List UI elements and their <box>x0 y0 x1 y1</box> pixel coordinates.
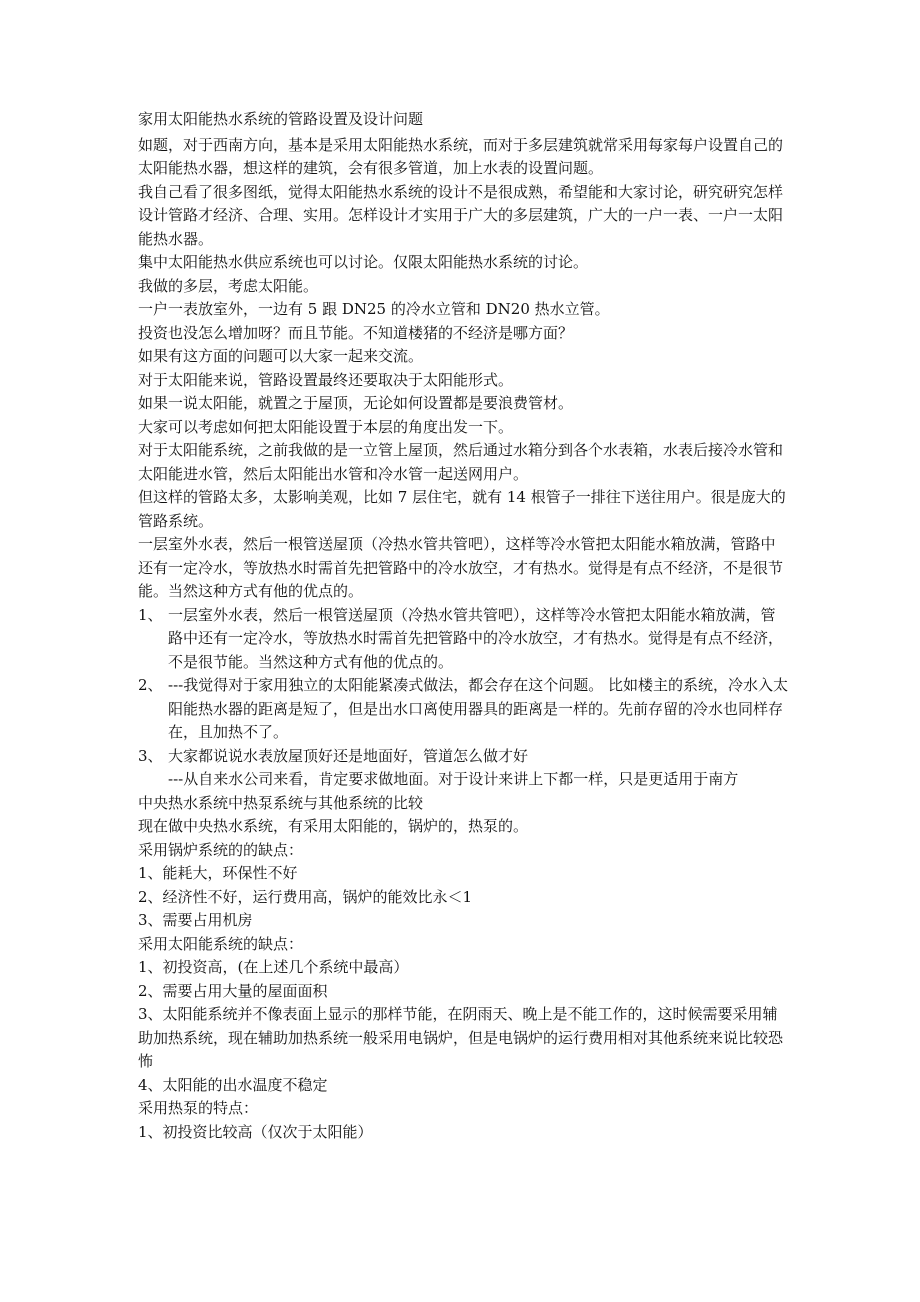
subheading: 采用锅炉系统的的缺点： <box>138 840 304 859</box>
paragraph: 大家可以考虑如何把太阳能设置于本层的角度出发一下。 <box>138 417 514 436</box>
section-heading: 中央热水系统中热泵系统与其他系统的比较 <box>138 793 424 812</box>
paragraph: 我自己看了很多图纸，觉得太阳能热水系统的设计不是很成熟，希望能和大家讨论，研究研究怎样设计管路才经济、合理、实用。怎样设计才实用于广大的多层建筑，广大的一户一表、一户一太阳能热水器。 <box>138 182 784 248</box>
list-number: 2、 <box>138 676 163 694</box>
list-text: 一层室外水表，然后一根管送屋顶（冷热水管共管吧），这样等冷水管把太阳能水箱放满，管路中还有一定冷水，等放热水时需首先把管路中的冷水放空，才有热水。觉得是有点不经济，不是很节能。当然这种方式有他的优点的。 <box>168 605 784 671</box>
list-item: 2、需要占用大量的屋面面积 <box>138 981 328 1000</box>
comparison-section <box>138 792 788 1145</box>
numbered-list <box>138 604 788 792</box>
list-number: 3、 <box>138 746 163 765</box>
paragraph: 如果有这方面的问题可以大家一起来交流。 <box>138 347 424 365</box>
paragraph: 一层室外水表，然后一根管送屋顶（冷热水管共管吧），这样等冷水管把太阳能水箱放满，管路中还有一定冷水，等放热水时需首先把管路中的冷水放空，才有热水。觉得是有点不经济，不是很节能。当然这种方式有他的优点的。 <box>138 535 784 600</box>
list-item <box>138 674 788 745</box>
document-body <box>138 108 788 1144</box>
list-item: 4、太阳能的出水温度不稳定 <box>138 1075 328 1094</box>
paragraph: 如题，对于西南方向，基本是采用太阳能热水系统，而对于多层建筑就常采用每家每户设置自己的太阳能热水器，想这样的建筑，会有很多管道，加上水表的设置问题。 <box>138 135 784 177</box>
list-item: 3、需要占用机房 <box>138 911 253 929</box>
paragraph: 一户一表放室外，一边有 5 跟 DN25 的冷水立管和 DN20 热水立管。 <box>138 300 610 318</box>
list-text: ---我觉得对于家用独立的太阳能紧凑式做法，都会存在这个问题。 比如楼主的系统，冷水入太阳能热水器的距离是短了，但是出水口离使用器具的距离是一样的。先前存留的冷水也同样存在，且加热不了。 <box>168 676 788 741</box>
paragraph: 集中太阳能热水供应系统也可以讨论。仅限太阳能热水系统的讨论。 <box>138 253 589 271</box>
reply-line: ---从自来水公司来看，肯定要求做地面。对于设计来讲上下都一样，只是更适用于南方 <box>168 770 739 788</box>
list-item: 1、能耗大，环保性不好 <box>138 864 298 882</box>
paragraph: 现在做中央热水系统，有采用太阳能的，锅炉的，热泵的。 <box>138 817 529 835</box>
intro-paragraphs <box>138 134 788 604</box>
list-item: 1、初投资高，(在上述几个系统中最高） <box>138 958 409 976</box>
paragraph: 投资也没怎么增加呀？而且节能。不知道楼猪的不经济是哪方面？ <box>138 323 574 342</box>
list-item: 3、太阳能系统并不像表面上显示的那样节能，在阴雨天、晚上是不能工作的，这时候需要采用辅助加热系统，现在辅助加热系统一般采用电锅炉，但是电锅炉的运行费用相对其他系统来说比较恐怖 <box>138 1005 784 1070</box>
paragraph: 对于太阳能系统，之前我做的是一立管上屋顶，然后通过水箱分到各个水表箱，水表后接冷水管和太阳能进水管，然后太阳能出水管和冷水管一起送网用户。 <box>138 441 784 483</box>
list-text: 大家都说说水表放屋顶好还是地面好，管道怎么做才好 <box>168 746 529 765</box>
paragraph: 如果一说太阳能，就置之于屋顶，无论如何设置都是要浪费管材。 <box>138 394 574 412</box>
list-item <box>138 604 788 675</box>
paragraph: 对于太阳能来说，管路设置最终还要取决于太阳能形式。 <box>138 370 514 389</box>
subheading: 采用热泵的特点： <box>138 1099 259 1117</box>
list-number: 1、 <box>138 605 163 624</box>
paragraph: 但这样的管路太多，太影响美观，比如 7 层住宅，就有 14 根管子一排往下送往用户。很是庞大的管路系统。 <box>138 488 786 530</box>
list-item: 2、经济性不好，运行费用高，锅炉的能效比永＜1 <box>138 887 473 906</box>
list-item <box>138 745 788 769</box>
subheading: 采用太阳能系统的缺点： <box>138 934 304 953</box>
document-title: 家用太阳能热水系统的管路设置及设计问题 <box>138 110 424 128</box>
list-item: 1、初投资比较高（仅次于太阳能） <box>138 1122 373 1141</box>
paragraph: 我做的多层，考虑太阳能。 <box>138 276 319 295</box>
